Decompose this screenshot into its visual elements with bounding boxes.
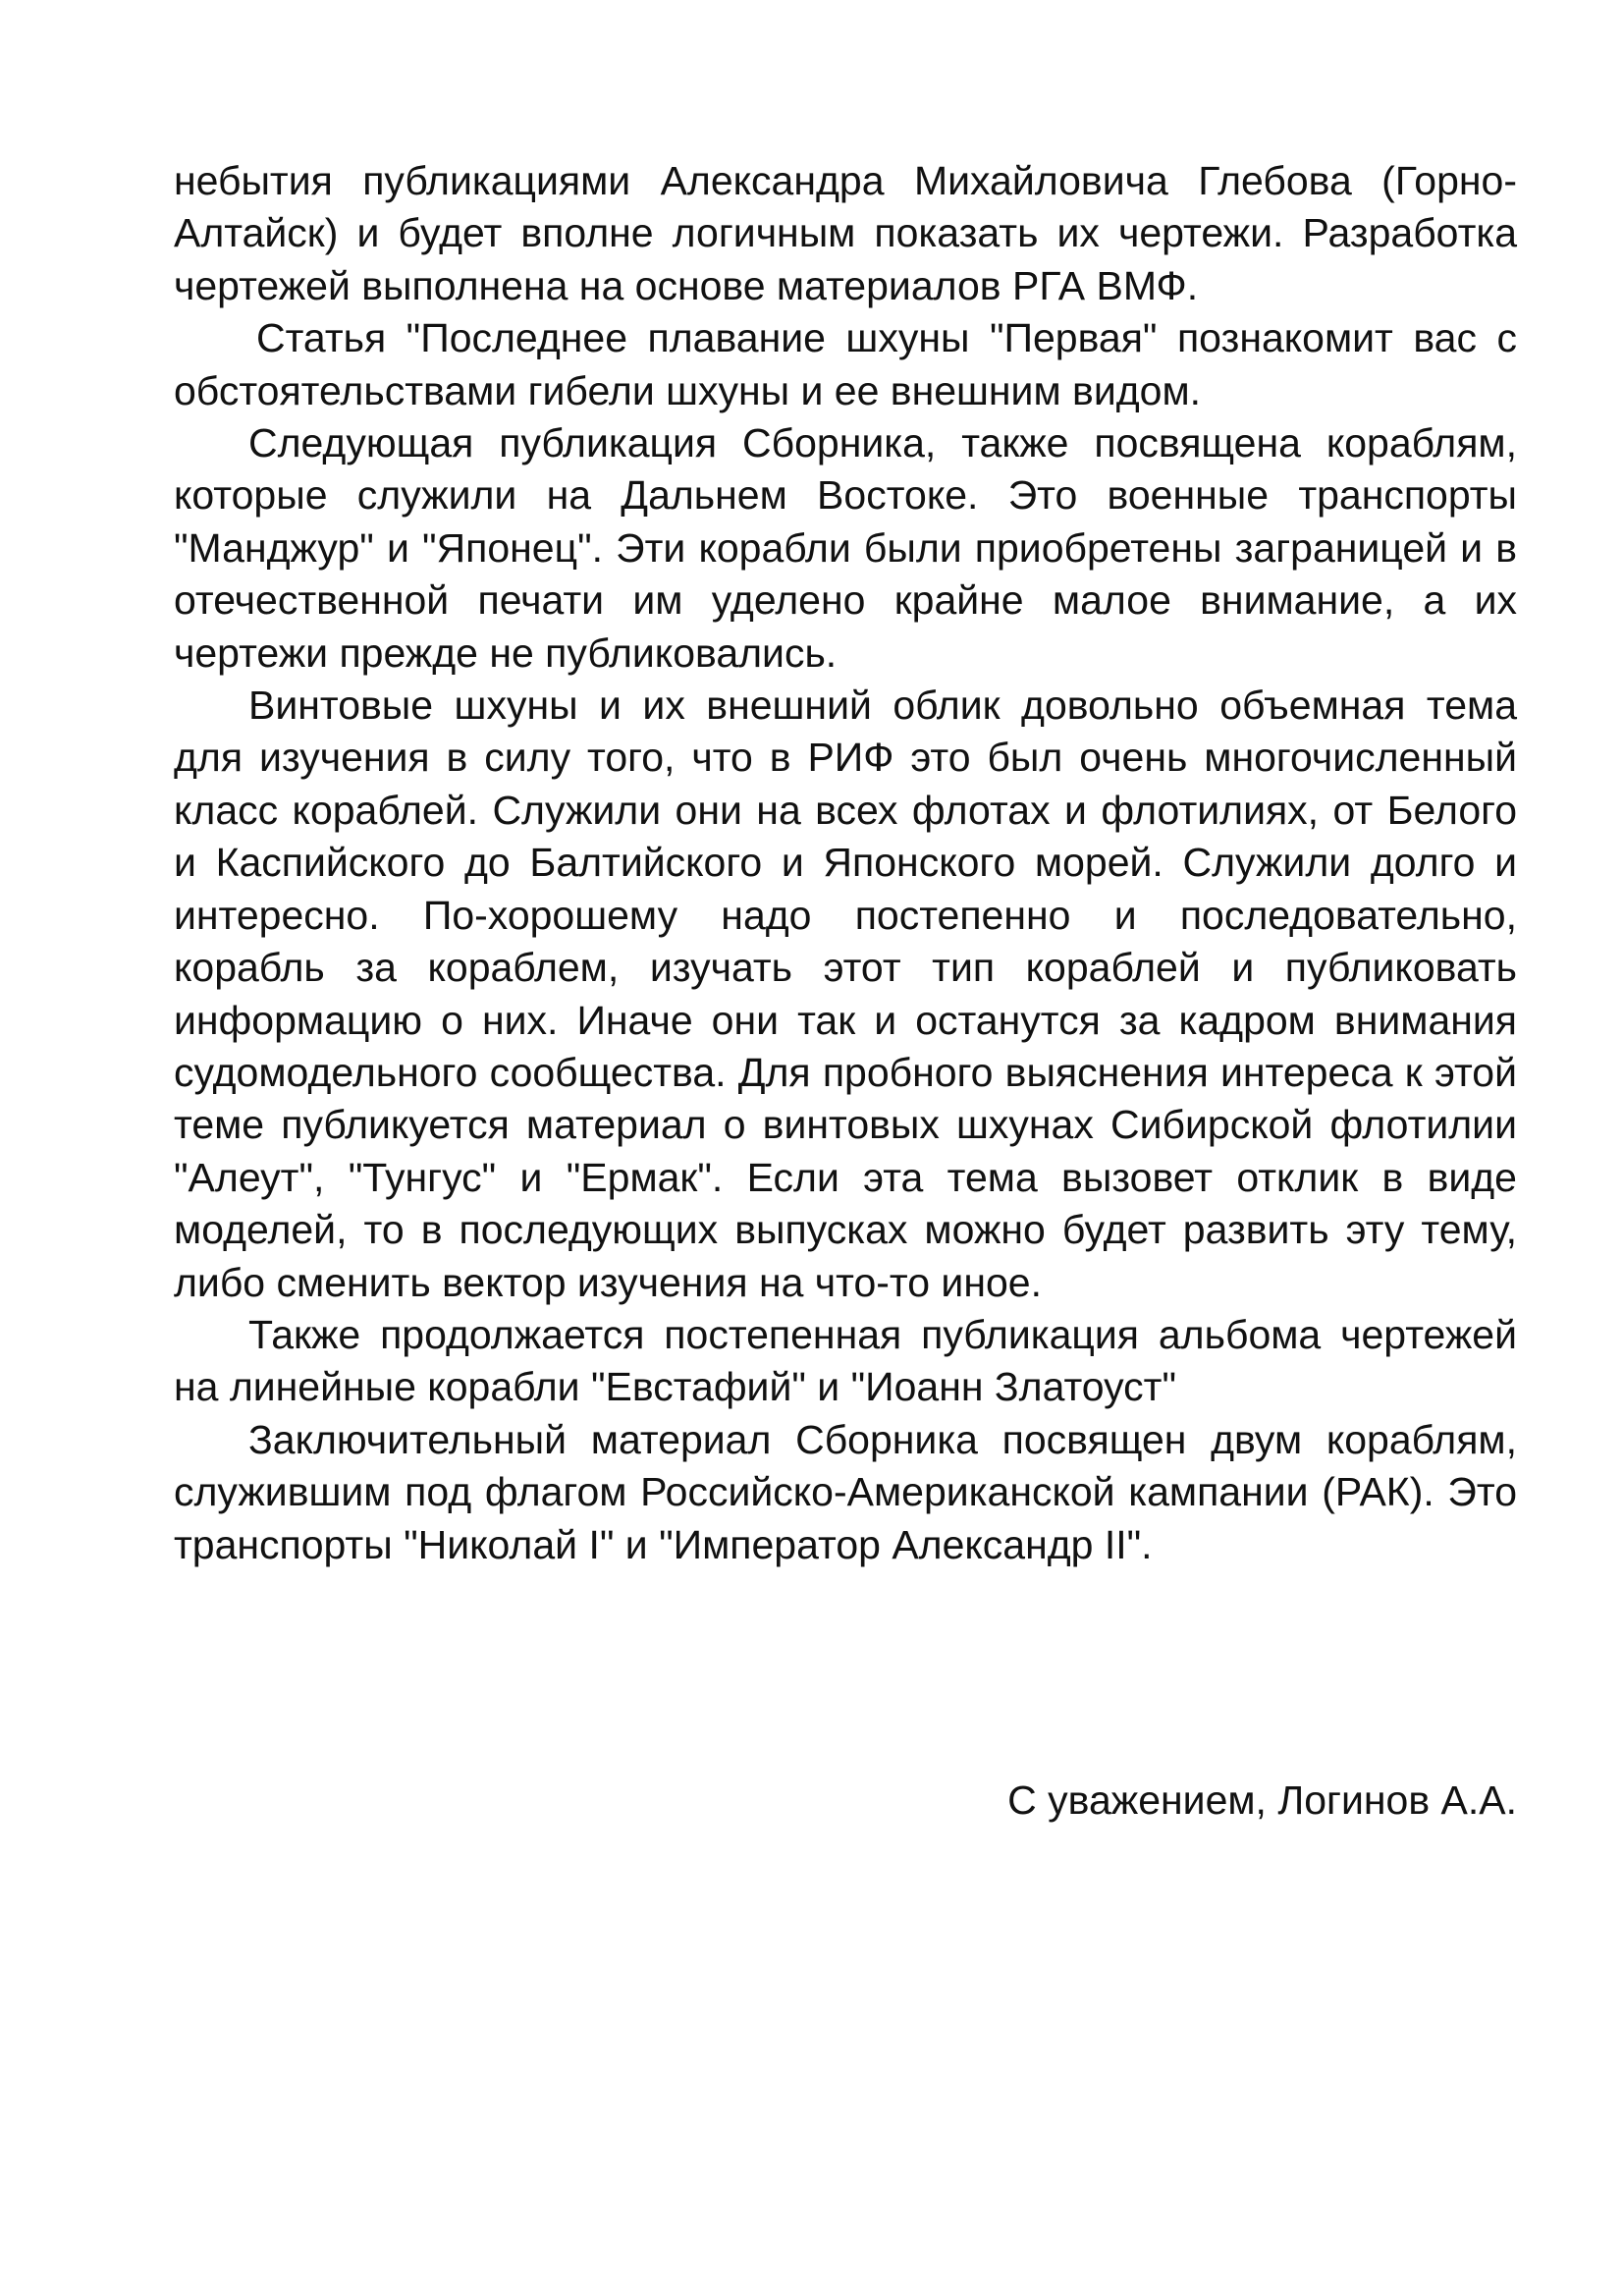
body-text [174,155,1517,1571]
paragraph-continuation: небытия публикациями Александра Михайловича Глебова (Горно-Алтайск) и будет вполне логичным показать их чертежи. Разработка чертежей выполнена на основе материалов РГА ВМФ. [174,158,1517,308]
paragraph-article-first-schooner: Статья "Последнее плавание шхуны "Первая" познакомит вас с обстоятельствами гибели шхуны и ее внешним видом. [174,315,1517,413]
paragraph-transports: Следующая публикация Сборника, также посвящена кораблям, которые служили на Дальнем Востоке. Это военные транспорты "Манджур" и "Японец". Эти корабли были приобретены заграницей и в отечественной печати им уделено крайне малое внимание, а их чертежи прежде не публиковались. [174,420,1517,676]
signature: С уважением, Логинов А.А. [1007,1777,1517,1823]
paragraph-final-material: Заключительный материал Сборника посвящен двум кораблям, служившим под флагом Российско-Американской кампании (РАК). Это транспорты "Николай I" и "Император Александр II". [174,1416,1517,1567]
paragraph-ship-album: Также продолжается постепенная публикация альбома чертежей на линейные корабли "Евстафий" и "Иоанн Златоуст" [174,1311,1517,1410]
paragraph-screw-schooners: Винтовые шхуны и их внешний облик довольно объемная тема для изучения в силу того, что в РИФ это был очень многочисленный класс кораблей. Служили они на всех флотах и флотилиях, от Белого и Каспийского до Балтийского и Японского морей. Служили долго и интересно. По-хорошему надо постепенно и последовательно, корабль за кораблем, изучать этот тип кораблей и публиковать информацию о них. Иначе они так и останутся за кадром внимания судомодельного сообщества. Для пробного выяснения интереса к этой теме публикуется материал о винтовых шхунах Сибирской флотилии "Алеут", "Тунгус" и "Ермак". Если эта тема вызовет отклик в виде моделей, то в последующих выпусках можно будет развить эту тему, либо сменить вектор изучения на что-то иное. [174,683,1517,1305]
